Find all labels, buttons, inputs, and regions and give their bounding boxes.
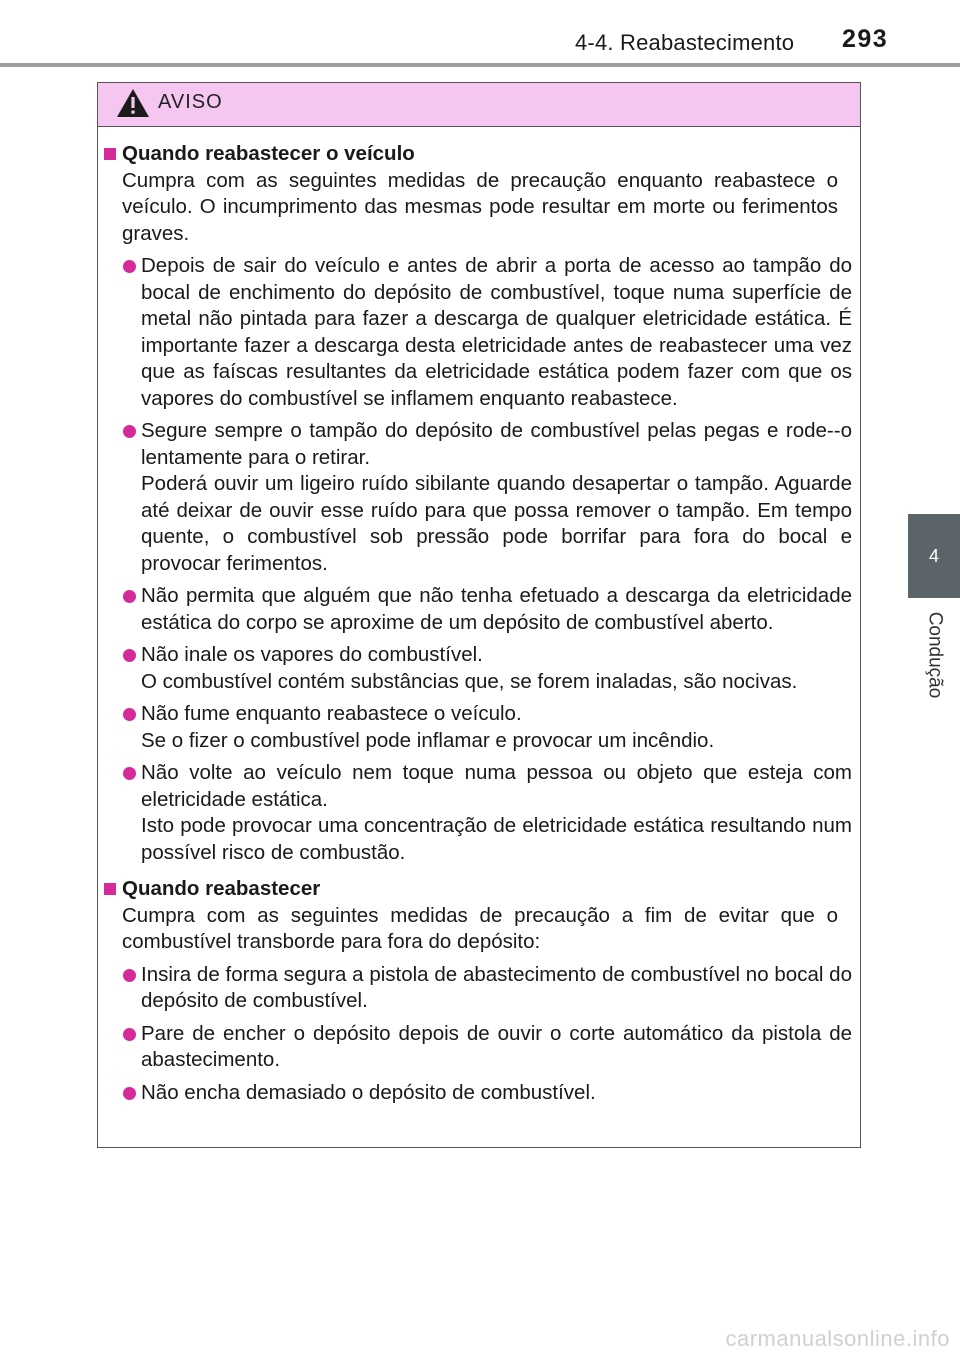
circle-bullet-icon xyxy=(123,590,136,603)
list-item-detail: Poderá ouvir um ligeiro ruído sibilante quando desapertar o tampão. Aguarde até deixar de ouvir esse ruído para que possa remover o tampão. Em tempo quente, o combustível sob pressão pode borrifar para fora do bocal e provocar ferimentos. xyxy=(141,472,852,575)
list-item xyxy=(104,962,852,1015)
section-intro: Cumpra com as seguintes medidas de precaução enquanto reabastece o veículo. O incumprimento das mesmas pode resultar em morte ou ferimentos graves. xyxy=(122,168,838,245)
chapter-tab[interactable] xyxy=(908,514,960,598)
list-item-text: Não fume enquanto reabastece o veículo. xyxy=(141,702,522,725)
list-item xyxy=(104,253,852,412)
list-item-text: Não volte ao veículo nem toque numa pessoa ou objeto que esteja com eletricidade estática. xyxy=(141,761,852,811)
section-title: 4-4. Reabastecimento xyxy=(575,30,795,55)
section-heading xyxy=(104,141,852,168)
circle-bullet-icon xyxy=(123,1028,136,1041)
chapter-tab-label-wrap xyxy=(908,600,960,710)
list-item xyxy=(104,583,852,636)
circle-bullet-icon xyxy=(123,969,136,982)
warning-box xyxy=(97,82,861,1148)
list-item xyxy=(104,760,852,866)
section-refueling xyxy=(104,876,852,1106)
list-item xyxy=(104,701,852,754)
warning-title: AVISO xyxy=(158,91,223,113)
square-bullet-icon xyxy=(104,148,116,160)
circle-bullet-icon xyxy=(123,260,136,273)
warning-body xyxy=(98,127,860,1106)
warning-triangle-icon xyxy=(116,88,150,118)
list-item-detail: Se o fizer o combustível pode inflamar e provocar um incêndio. xyxy=(141,728,715,752)
list-item-text: Não permita que alguém que não tenha efetuado a descarga da eletricidade estática do corpo se aproxime de um depósito de combustível aberto. xyxy=(141,584,852,634)
list-item-text: Pare de encher o depósito depois de ouvir o corte automático da pistola de abastecimento. xyxy=(141,1021,852,1071)
chapter-tab-label: Condução xyxy=(924,611,945,699)
list-item-text: Depois de sair do veículo e antes de abrir a porta de acesso ao tampão do bocal de enchimento do depósito de combustível, toque numa superfície de metal não pintada para fazer a descarga de qualquer eletricidade estática. É importante fazer a descarga desta eletricidade antes de reabastecer uma vez que as faíscas resultantes da eletricidade estática podem fazer com que os vapores do combustível se inflamem enquanto reabastece. xyxy=(141,254,852,410)
circle-bullet-icon xyxy=(123,425,136,438)
warning-header xyxy=(98,83,860,127)
header-divider xyxy=(0,63,960,67)
list-item-detail: Isto pode provocar uma concentração de eletricidade estática resultando num possível risco de combustão. xyxy=(141,814,852,864)
list-item xyxy=(104,418,852,577)
list-item-text: Não inale os vapores do combustível. xyxy=(141,643,483,666)
list-item-text: Insira de forma segura a pistola de abastecimento de combustível no bocal do depósito de combustível. xyxy=(141,962,852,1012)
circle-bullet-icon xyxy=(123,708,136,721)
list-item-detail: O combustível contém substâncias que, se forem inaladas, são nocivas. xyxy=(141,669,798,693)
list-item-text: Não encha demasiado o depósito de combustível. xyxy=(141,1080,596,1104)
circle-bullet-icon xyxy=(123,767,136,780)
circle-bullet-icon xyxy=(123,649,136,662)
section-heading-text: Quando reabastecer o veículo xyxy=(122,142,415,165)
section-heading xyxy=(104,876,852,903)
section-heading-text: Quando reabastecer xyxy=(122,877,321,900)
list-item-text: Segure sempre o tampão do depósito de combustível pelas pegas e rode--o lentamente para o retirar. xyxy=(141,419,852,469)
chapter-tab-number: 4 xyxy=(928,545,939,566)
page-number: 293 xyxy=(842,25,889,53)
section-intro: Cumpra com as seguintes medidas de precaução a fim de evitar que o combustível transborde para fora do depósito: xyxy=(122,903,838,953)
watermark: carmanualsonline.info xyxy=(725,1326,950,1351)
square-bullet-icon xyxy=(104,883,116,895)
section-refueling-vehicle xyxy=(104,141,852,866)
list-item xyxy=(104,1021,852,1074)
circle-bullet-icon xyxy=(123,1087,136,1100)
list-item xyxy=(104,1080,852,1107)
list-item xyxy=(104,642,852,695)
